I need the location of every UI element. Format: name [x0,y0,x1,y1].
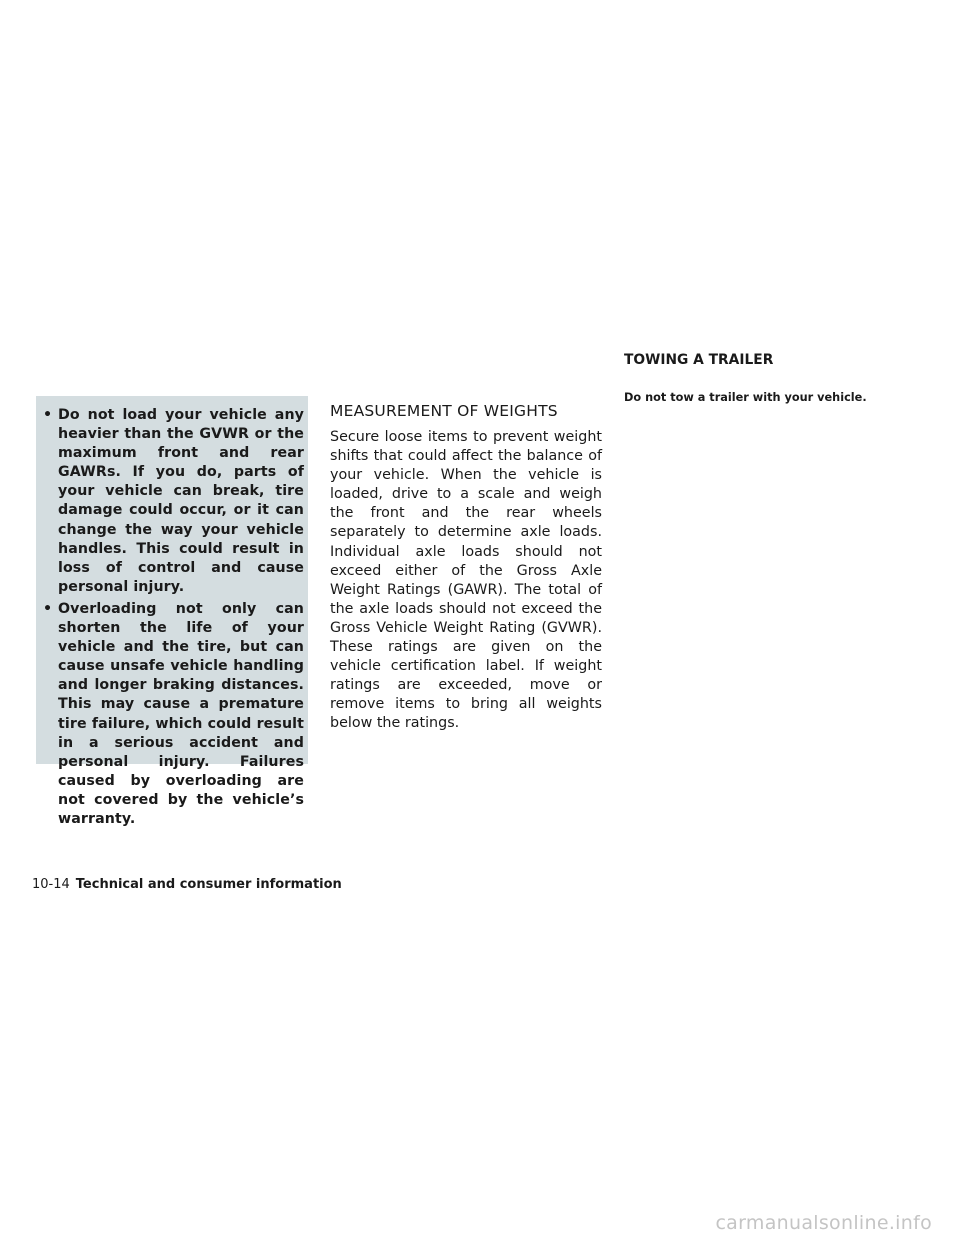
warning-item [40,406,304,597]
warning-item [40,600,304,829]
towing-body: Do not tow a trailer with your vehicle. [624,391,867,404]
page-footer [32,876,342,894]
bullet-dot: • [43,600,53,617]
towing-section [624,350,924,406]
towing-heading: TOWING A TRAILER [624,352,774,368]
warning-box [36,396,308,827]
watermark: carmanualsonline.info [715,1212,932,1234]
measurement-heading: MEASUREMENT OF WEIGHTS [330,402,558,420]
section-title: Technical and consumer information [75,877,342,892]
warning-text: Overloading not only can shorten the life of your vehicle and the tire, but can cause unsafe vehicle handling and longer braking distances. This may cause a premature tire failure, which could result in a serious accident and personal injury. Failures caused by overloading are not covered by the vehicle’s warranty. [58,600,304,827]
measurement-body: Secure loose items to prevent weight shifts that could affect the balance of your vehicle. When the vehicle is loaded, drive to a scale and weigh the front and the rear wheels separately to determine axle loads. Individual axle loads should not exceed either of the Gross Axle Weight Ratings (GAWR). The total of the axle loads should not exceed the Gross Vehicle Weight Rating (GVWR). These ratings are given on the vehicle certification label. If weight ratings are exceeded, move or remove items to bring all weights below the ratings. [330,429,602,732]
measurement-section [330,400,602,734]
warning-text: Do not load your vehicle any heavier than the GVWR or the maximum front and rear GAWRs. If you do, parts of your vehicle can break, tire damage could occur, or it can change the way your vehicle handles. This could result in loss of control and cause personal injury. [58,407,304,595]
page-number: 10-14 [32,877,70,892]
bullet-dot: • [43,407,53,423]
